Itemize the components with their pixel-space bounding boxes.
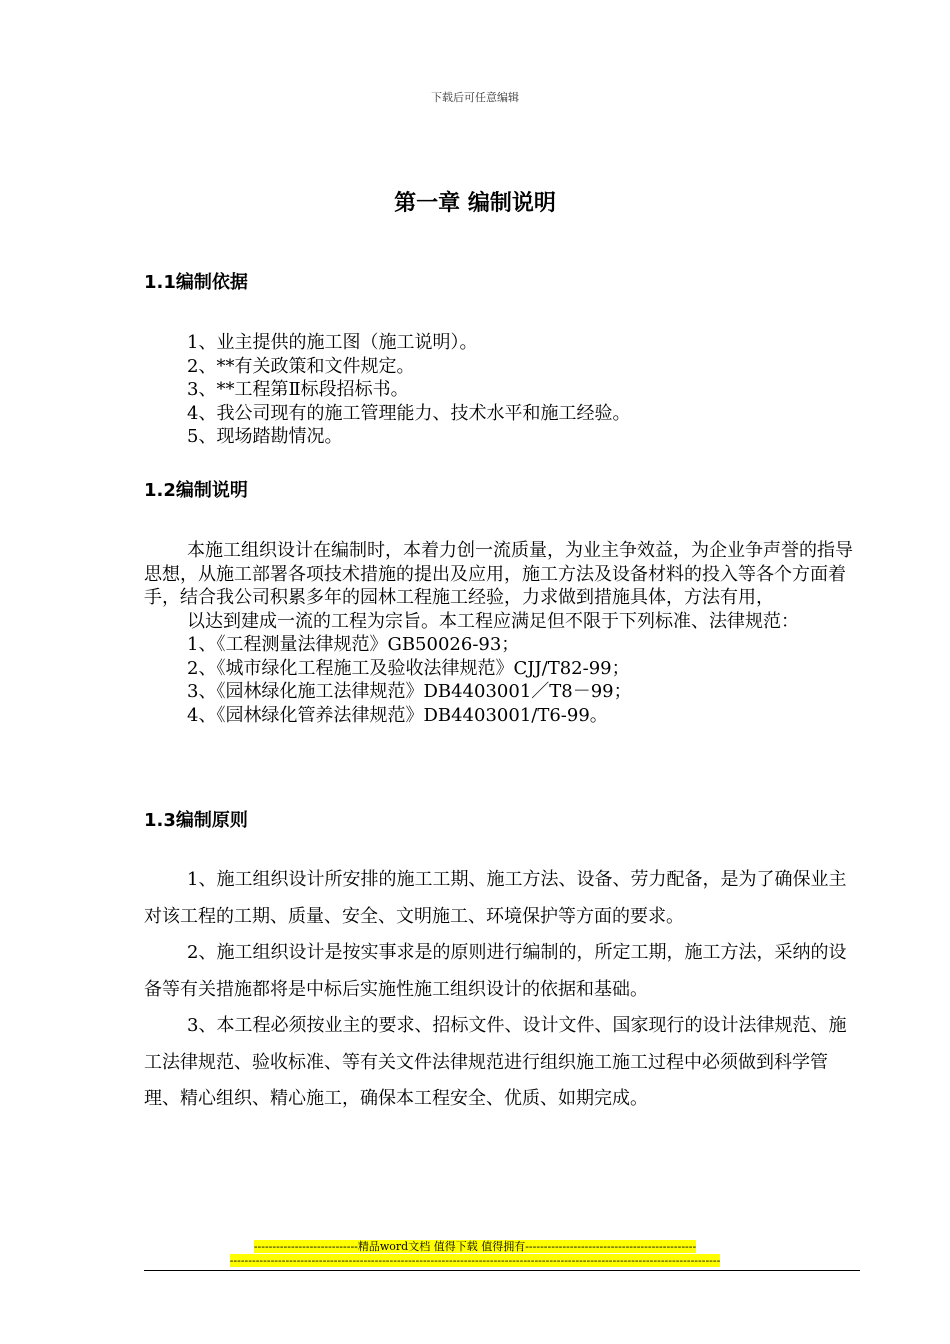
footer-banner-text: ----------------------------精品word文档 值得下载 值得拥有----------------------------------------------	[253, 1240, 697, 1253]
standard-item: 3、《园林绿化施工法律规范》DB4403001／T8－99；	[187, 681, 632, 702]
standard-item: 4、《园林绿化管养法律规范》DB4403001/T6-99。	[187, 704, 608, 726]
principle-paragraph: 1、施工组织设计所安排的施工工期、施工方法、设备、劳力配备，是为了确保业主对该工程的工期、质量、安全、文明施工、环境保护等方面的要求。	[144, 869, 847, 927]
header-note: 下载后可任意编辑	[431, 91, 519, 104]
principle-paragraph: 2、施工组织设计是按实事求是的原则进行编制的，所定工期，施工方法，采纳的设备等有关措施都将是中标后实施性施工组织设计的依据和基础。	[144, 942, 847, 1000]
footer-rule	[144, 1270, 860, 1271]
standard-item: 2、《城市绿化工程施工及验收法律规范》CJJ/T82-99；	[187, 657, 630, 679]
footer-banner-line-1	[0, 1238, 950, 1254]
section-heading-1-3: 1.3编制原则	[144, 810, 248, 831]
standard-item: 1、《工程测量法律规范》GB50026-93；	[187, 634, 520, 655]
chapter-title: 第一章 编制说明	[394, 191, 556, 216]
footer-banner-line-2	[0, 1254, 950, 1267]
list-item: 1、业主提供的施工图（施工说明）。	[187, 332, 478, 353]
principle-paragraph: 3、本工程必须按业主的要求、招标文件、设计文件、国家现行的设计法律规范、施工法律规范、验收标准、等有关文件法律规范进行组织施工施工过程中必须做到科学管理、精心组织、精心施工，确保本工程安全、优质、如期完成。	[144, 1015, 847, 1109]
list-item: 3、**工程第Ⅱ标段招标书。	[187, 379, 409, 400]
section-heading-1-2: 1.2编制说明	[144, 480, 248, 501]
principles-block	[144, 862, 860, 1118]
description-paragraph: 本施工组织设计在编制时，本着力创一流质量，为业主争效益，为企业争声誉的指导思想，从施工部署各项技术措施的提出及应用，施工方法及设备材料的投入等各个方面着手，结合我公司积累多年的园林工程施工经验，力求做到措施具体，方法有用，	[144, 540, 853, 608]
description-block	[144, 539, 860, 727]
list-item: 2、**有关政策和文件规定。	[187, 355, 415, 377]
list-item: 4、我公司现有的施工管理能力、技术水平和施工经验。	[187, 402, 631, 424]
list-item: 5、现场踏勘情况。	[187, 426, 343, 447]
footer-banner-dashes: ------------------------------------------------------------------------------------------------------------------------------------	[229, 1254, 721, 1267]
basis-list	[144, 331, 860, 449]
section-heading-1-1: 1.1编制依据	[144, 272, 248, 293]
description-paragraph: 以达到建成一流的工程为宗旨。本工程应满足但不限于下列标准、法律规范：	[187, 610, 799, 632]
